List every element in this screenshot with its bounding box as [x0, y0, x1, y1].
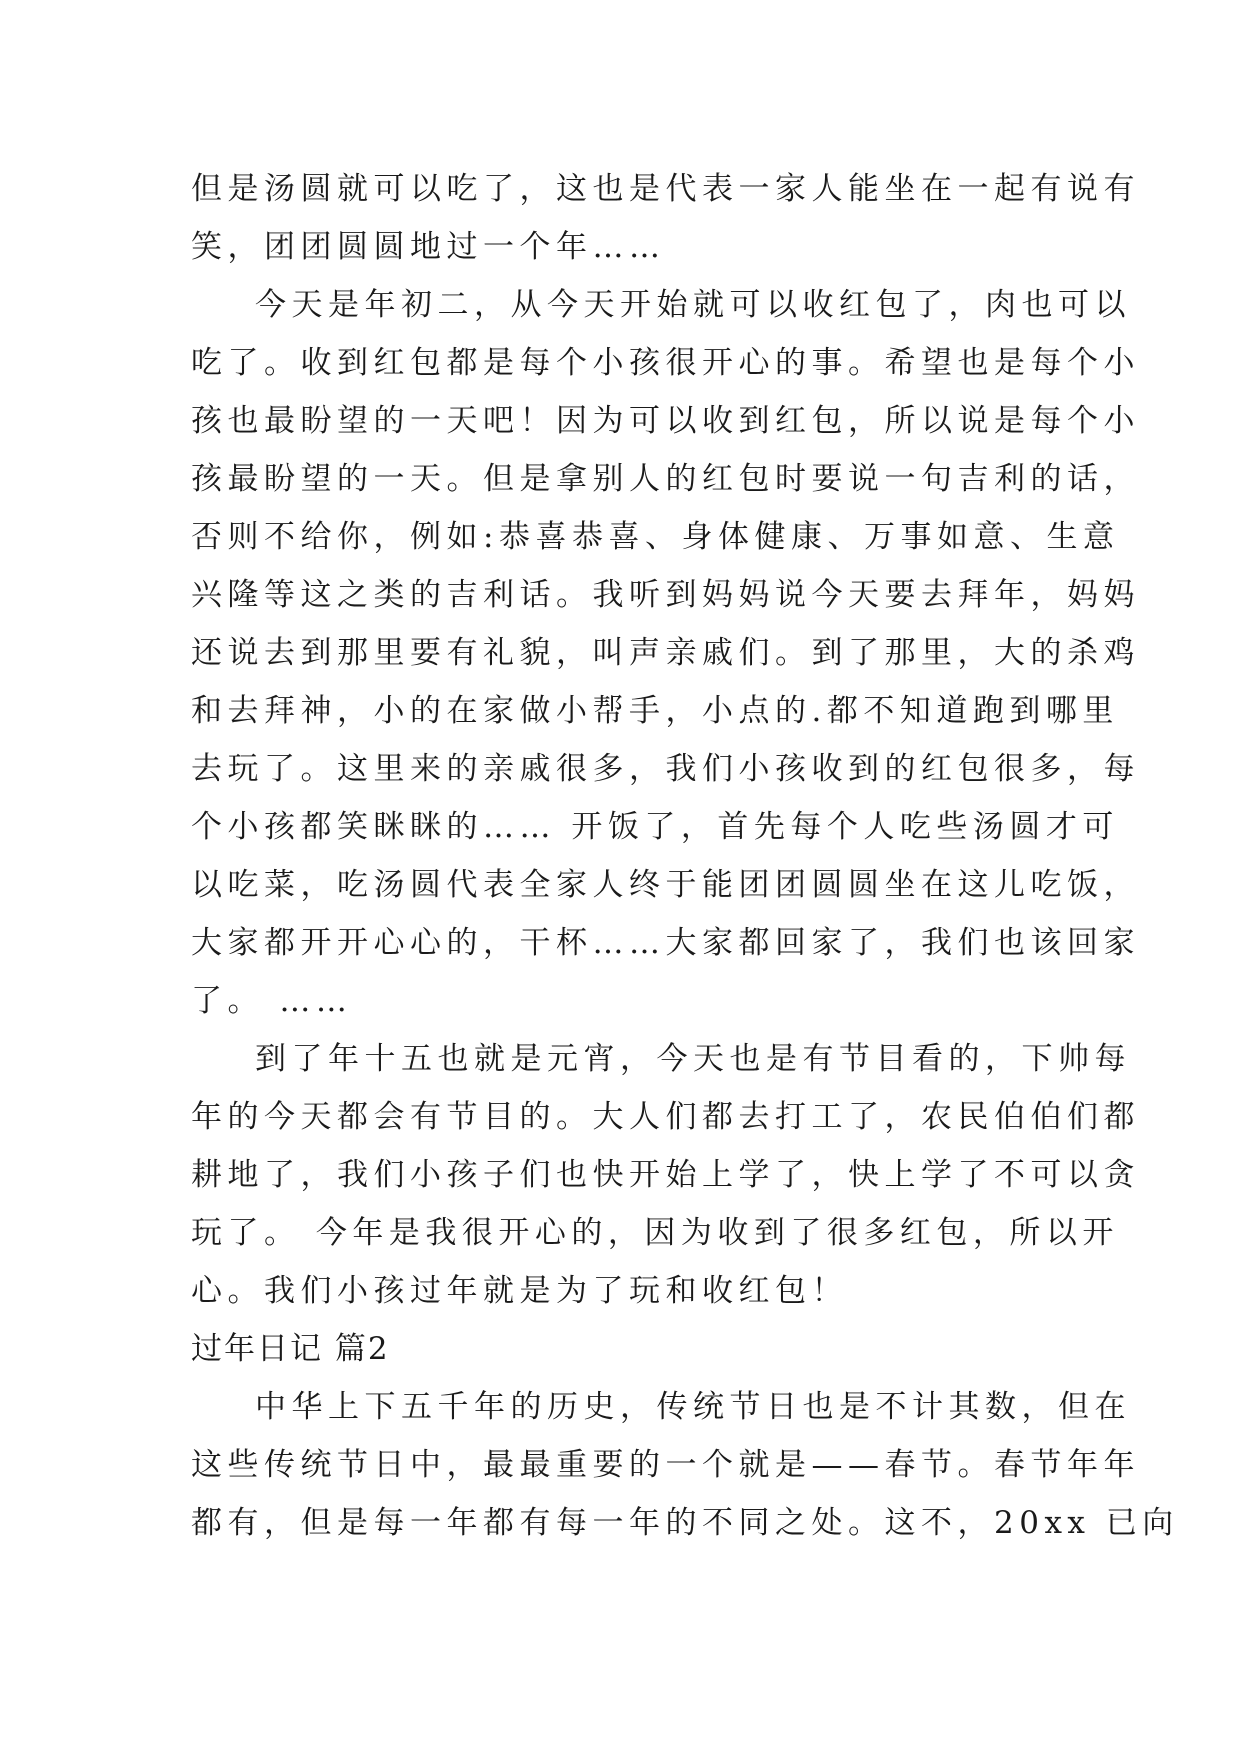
text-line: 孩也最盼望的一天吧！因为可以收到红包，所以说是每个小	[191, 403, 1140, 439]
text-line: 玩了。 今年是我很开心的，因为收到了很多红包，所以开	[191, 1215, 1119, 1251]
text-line: 耕地了，我们小孩子们也快开始上学了，快上学了不可以贪	[191, 1157, 1140, 1193]
paragraph-start-line: 中华上下五千年的历史，传统节日也是不计其数，但在	[255, 1389, 1131, 1425]
text-line: 和去拜神，小的在家做小帮手，小点的.都不知道跑到哪里	[191, 693, 1119, 729]
section-heading: 过年日记 篇2	[191, 1331, 390, 1367]
text-line: 去玩了。这里来的亲戚很多，我们小孩收到的红包很多，每	[191, 751, 1140, 787]
text-line: 心。我们小孩过年就是为了玩和收红包！	[191, 1273, 848, 1309]
document-body	[191, 160, 1179, 1552]
text-line: 笑，团团圆圆地过一个年……	[191, 229, 666, 265]
paragraph-start-line: 今天是年初二，从今天开始就可以收红包了，肉也可以	[255, 287, 1131, 323]
text-line: 个小孩都笑眯眯的…… 开饭了，首先每个人吃些汤圆才可	[191, 809, 1119, 845]
text-line: 年的今天都会有节目的。大人们都去打工了，农民伯伯们都	[191, 1099, 1140, 1135]
text-line: 还说去到那里要有礼貌，叫声亲戚们。到了那里，大的杀鸡	[191, 635, 1140, 671]
text-line: 但是汤圆就可以吃了，这也是代表一家人能坐在一起有说有	[191, 171, 1140, 207]
text-line: 孩最盼望的一天。但是拿别人的红包时要说一句吉利的话，	[191, 461, 1140, 497]
text-line: 兴隆等这之类的吉利话。我听到妈妈说今天要去拜年，妈妈	[191, 577, 1140, 613]
text-line: 大家都开开心心的，干杯……大家都回家了，我们也该回家	[191, 925, 1140, 961]
paragraph-start-line: 到了年十五也就是元宵，今天也是有节目看的，下帅每	[255, 1041, 1131, 1077]
text-line: 否则不给你，例如:恭喜恭喜、身体健康、万事如意、生意	[191, 519, 1120, 555]
text-line: 都有，但是每一年都有每一年的不同之处。这不，20xx 已向	[191, 1505, 1179, 1541]
text-line: 以吃菜，吃汤圆代表全家人终于能团团圆圆坐在这儿吃饭，	[191, 867, 1140, 903]
text-line: 这些传统节日中，最最重要的一个就是——春节。春节年年	[191, 1447, 1140, 1483]
text-line: 吃了。收到红包都是每个小孩很开心的事。希望也是每个小	[191, 345, 1140, 381]
text-line: 了。 ……	[191, 983, 353, 1019]
